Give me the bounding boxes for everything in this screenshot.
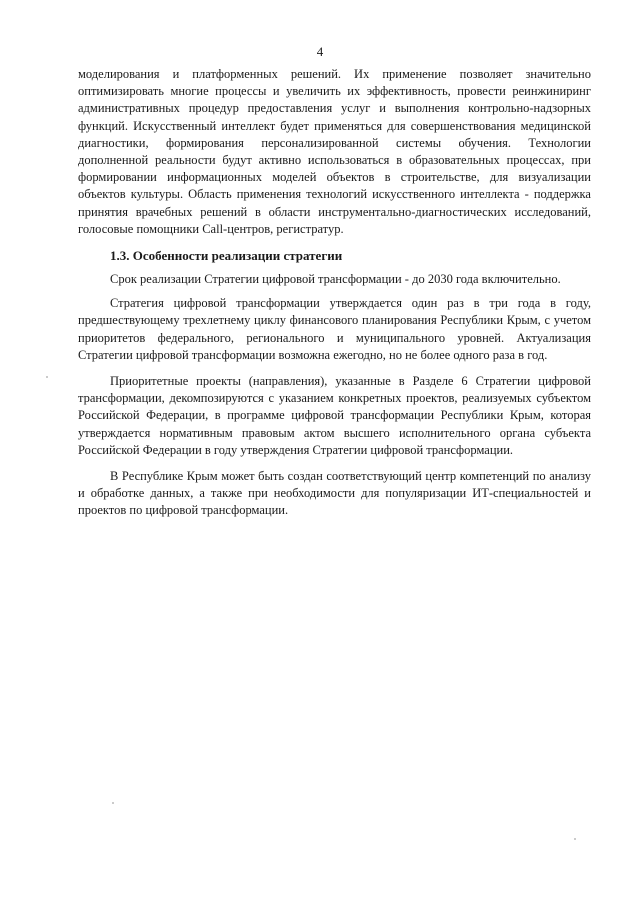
paragraph-continuation: моделирования и платформенных решений. Их применение позволяет значительно оптимизировать многие процессы и увеличить их эффективность, провести реинжиниринг административных процедур предоставления услуг и выполнения контрольно-надзорных функций. Искусственный интеллект будет применяться для совершенствования медицинской диагностики, формирования персонализированной системы обучения. Технологии дополненной реальности будут активно использоваться в образовательных процессах, при формировании информационных моделей объектов в строительстве, для визуализации объектов культуры. Область применения технологий искусственного интеллекта - поддержка принятия врачебных решений в области инструментально-диагностических исследований, голосовые помощники Call-центров, регистратур. bbox=[78, 67, 591, 236]
document-body bbox=[78, 66, 591, 520]
scan-speck bbox=[574, 838, 576, 840]
paragraph-competence-center: В Республике Крым может быть создан соответствующий центр компетенций по анализу и обработке данных, а также при необходимости для популяризации ИТ-специальностей и проектов по цифровой трансформации. bbox=[78, 469, 591, 518]
page-number: 4 bbox=[316, 44, 324, 59]
scan-speck bbox=[46, 376, 48, 378]
section-heading: 1.3. Особенности реализации стратегии bbox=[110, 248, 343, 264]
paragraph-term: Срок реализации Стратегии цифровой трансформации - до 2030 года включительно. bbox=[110, 272, 561, 287]
scan-speck bbox=[112, 802, 114, 804]
paragraph-approval: Стратегия цифровой трансформации утверждается один раз в три года в году, предшествующему трехлетнему циклу финансового планирования Республики Крым, с учетом приоритетов федерального, регионального и муниципального уровней. Актуализация Стратегии цифровой трансформации возможна ежегодно, но не более одного раза в год. bbox=[78, 296, 591, 362]
paragraph-priority-projects: Приоритетные проекты (направления), указанные в Разделе 6 Стратегии цифровой трансформации, декомпозируются с указанием конкретных проектов, реализуемых субъектом Российской Федерации, в программе цифровой трансформации Республики Крым, которая утверждается нормативным правовым актом высшего исполнительного органа субъекта Российской Федерации в году утверждения Стратегии цифровой трансформации. bbox=[78, 374, 591, 457]
